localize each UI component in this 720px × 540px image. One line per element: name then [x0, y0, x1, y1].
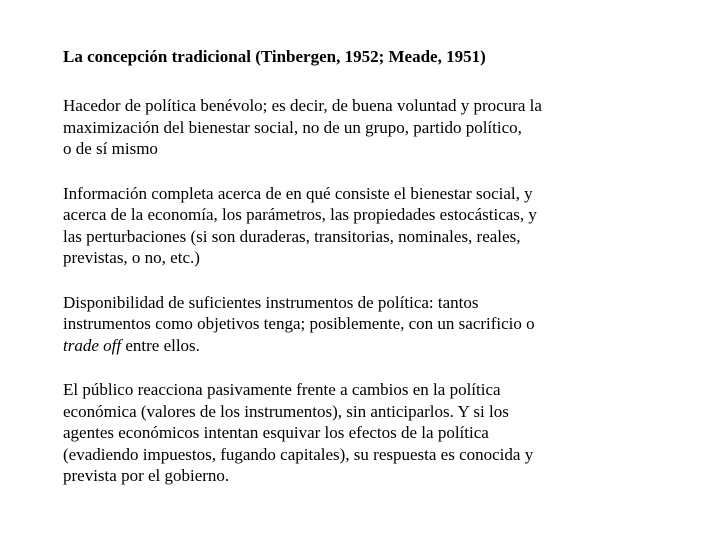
- text-line: Disponibilidad de suficientes instrumentos de política: tantos: [63, 292, 479, 312]
- text-line: las perturbaciones (si son duraderas, transitorias, nominales, reales,: [63, 226, 521, 246]
- text-line: El público reacciona pasivamente frente a cambios en la política: [63, 380, 501, 399]
- text-line: prevista por el gobierno.: [63, 466, 230, 485]
- text-line: (evadiendo impuestos, fugando capitales), su respuesta es conocida y: [63, 444, 534, 464]
- text-line: previstas, o no, etc.): [63, 248, 200, 267]
- slide-content: [63, 46, 663, 510]
- text-line: económica (valores de los instrumentos), sin anticiparlos. Y si los: [63, 401, 509, 421]
- paragraph-instruments-availability: [63, 292, 663, 357]
- text-line: maximización del bienestar social, no de un grupo, partido político,: [63, 117, 522, 137]
- text-line: agentes económicos intentan esquivar los efectos de la política: [63, 423, 489, 442]
- paragraph-passive-public: [63, 379, 663, 487]
- text-fragment: entre ellos.: [121, 335, 200, 355]
- italic-term: trade off: [63, 335, 122, 355]
- paragraph-complete-information: [63, 183, 663, 269]
- text-line: instrumentos como objetivos tenga; posiblemente, con un sacrificio o: [63, 314, 535, 333]
- slide-title: La concepción tradicional (Tinbergen, 1952; Meade, 1951): [63, 47, 486, 66]
- paragraph-benevolent-policymaker: [63, 95, 663, 160]
- text-line: Hacedor de política benévolo; es decir, de buena voluntad y procura la: [63, 96, 542, 115]
- text-line: [63, 335, 663, 357]
- text-line: Información completa acerca de en qué consiste el bienestar social, y: [63, 183, 533, 203]
- text-line: acerca de la economía, los parámetros, las propiedades estocásticas, y: [63, 205, 537, 224]
- text-line: o de sí mismo: [63, 139, 158, 158]
